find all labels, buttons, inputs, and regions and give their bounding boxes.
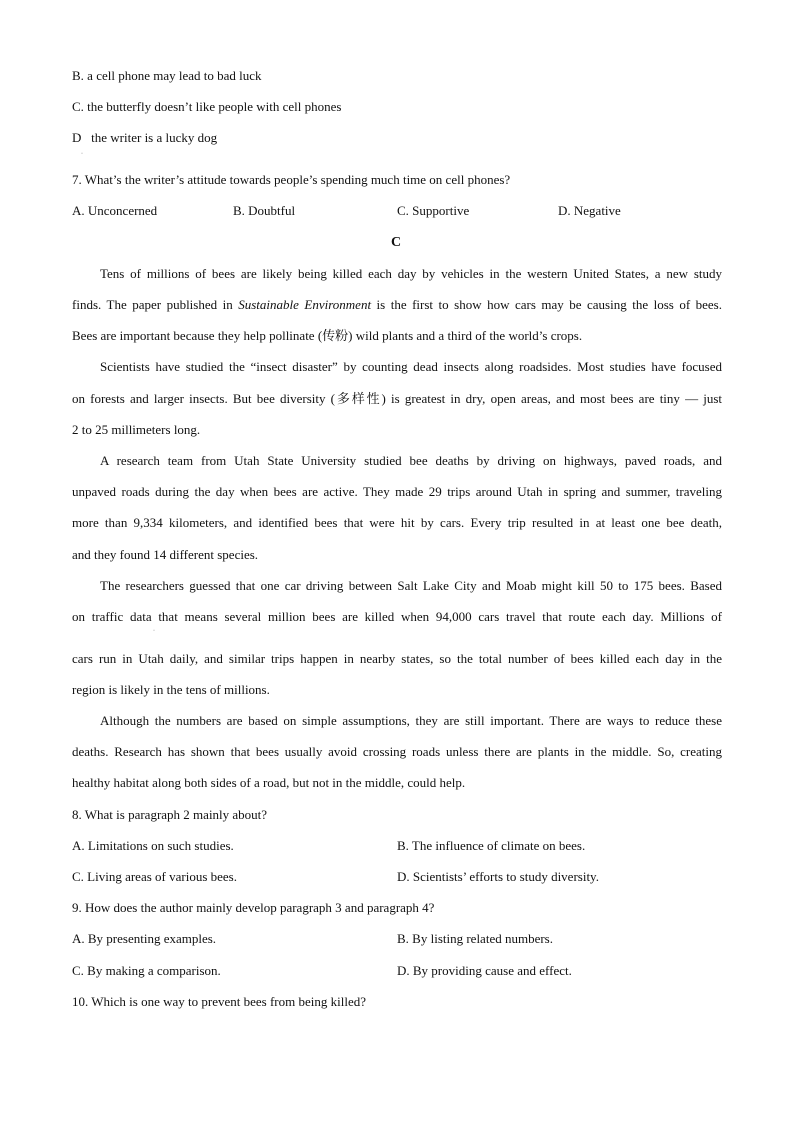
dot-mark: · <box>153 628 155 634</box>
p2-line-2: on forests and larger insects. But bee diversity (多样性) is greatest in dry, open areas, and most bees are tiny — just <box>72 391 722 406</box>
p1-line-1: Tens of millions of bees are likely being killed each day by vehicles in the western United States, a new study <box>100 266 722 281</box>
p1-line-2-pre: finds. The paper published in <box>72 297 239 312</box>
q6-option-d <box>72 130 217 146</box>
p3-line-3: more than 9,334 kilometers, and identified bees that were hit by cars. Every trip resulted in at least one bee death, <box>72 515 722 530</box>
q8-option-a: A. Limitations on such studies. <box>72 838 234 853</box>
q9-option-d: D. By providing cause and effect. <box>397 963 572 978</box>
p1-line-3: Bees are important because they help pollinate (传粉) wild plants and a third of the world’s crops. <box>72 328 583 343</box>
q9-option-b: B. By listing related numbers. <box>397 931 553 946</box>
p4-line-1: The researchers guessed that one car driving between Salt Lake City and Moab might kill 50 to 175 bees. Based <box>100 578 722 593</box>
q9-option-a: A. By presenting examples. <box>72 931 217 946</box>
q8-option-c: C. Living areas of various bees. <box>72 869 237 884</box>
q7-option-b: B. Doubtful <box>233 203 296 218</box>
q6-option-d-letter: D <box>72 130 82 145</box>
journal-title: Sustainable Environment <box>238 297 372 312</box>
q8-option-d: D. Scientists’ efforts to study diversity. <box>397 869 599 884</box>
q6-option-b: B. a cell phone may lead to bad luck <box>72 68 262 83</box>
p2-line-1: Scientists have studied the “insect disaster” by counting dead insects along roadsides. Most studies have focused <box>100 359 722 374</box>
p1-line-2 <box>72 297 722 313</box>
p4-line-2: on traffic data that means several million bees are killed when 94,000 cars travel that route each day. Millions of <box>72 609 722 624</box>
p5-line-3: healthy habitat along both sides of a road, but not in the middle, could help. <box>72 775 466 790</box>
q6-option-c: C. the butterfly doesn’t like people with cell phones <box>72 99 342 114</box>
p3-line-4: and they found 14 different species. <box>72 547 259 562</box>
q8-stem: 8. What is paragraph 2 mainly about? <box>72 807 268 822</box>
q8-option-b: B. The influence of climate on bees. <box>397 838 586 853</box>
p4-line-3: cars run in Utah daily, and similar trips happen in nearby states, so the total number of bees killed each day in the <box>72 651 722 666</box>
dot-mark: · <box>81 151 83 157</box>
p5-line-1: Although the numbers are based on simple assumptions, they are still important. There are ways to reduce these <box>100 713 722 728</box>
q7-option-c: C. Supportive <box>397 203 470 218</box>
q10-stem: 10. Which is one way to prevent bees from being killed? <box>72 994 366 1009</box>
q7-stem: 7. What’s the writer’s attitude towards people’s spending much time on cell phones? <box>72 172 511 187</box>
section-heading: C <box>391 235 402 250</box>
q7-option-d: D. Negative <box>558 203 621 218</box>
q9-option-c: C. By making a comparison. <box>72 963 221 978</box>
p3-line-1: A research team from Utah State University studied bee deaths by driving on highways, paved roads, and <box>100 453 722 468</box>
p3-line-2: unpaved roads during the day when bees are active. They made 29 trips around Utah in spring and summer, traveling <box>72 484 722 499</box>
p4-line-4: region is likely in the tens of millions. <box>72 682 270 697</box>
p1-line-2-post: is the first to show how cars may be causing the loss of bees. <box>371 297 722 312</box>
q9-stem: 9. How does the author mainly develop paragraph 3 and paragraph 4? <box>72 900 435 915</box>
p5-line-2: deaths. Research has shown that bees usually avoid crossing roads unless there are plants in the middle. So, creating <box>72 744 722 759</box>
p2-line-3: 2 to 25 millimeters long. <box>72 422 201 437</box>
q7-option-a: A. Unconcerned <box>72 203 158 218</box>
q6-option-d-text: the writer is a lucky dog <box>91 130 218 145</box>
